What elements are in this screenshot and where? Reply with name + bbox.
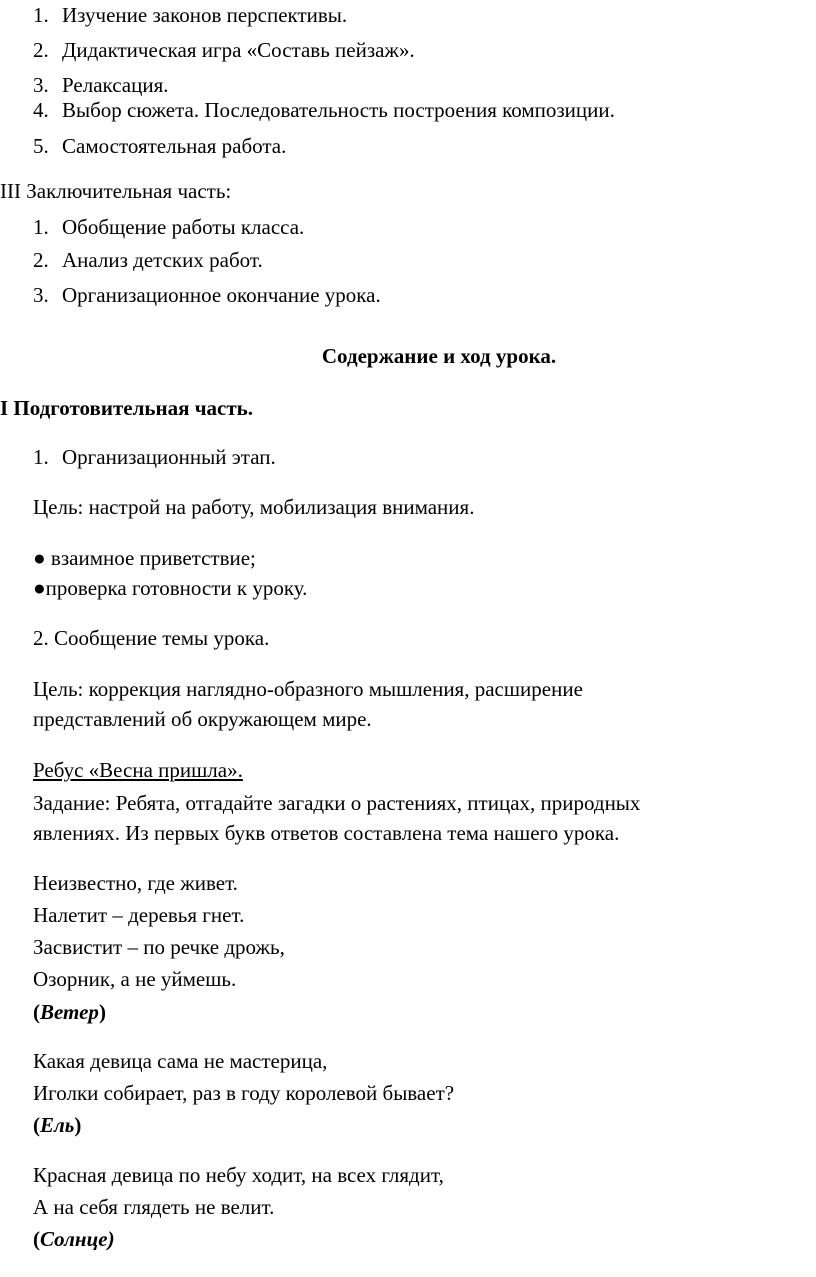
list-item-text: Самостоятельная работа. bbox=[62, 134, 287, 158]
riddle-line: Налетит – деревья гнет. bbox=[33, 903, 245, 927]
section-heading: I Подготовительная часть. bbox=[0, 396, 254, 420]
riddle-line: Какая девица сама не мастерица, bbox=[33, 1049, 328, 1073]
riddle-line: Неизвестно, где живет. bbox=[33, 871, 238, 895]
list-item-number: 2. bbox=[33, 248, 49, 272]
task-text: явлениях. Из первых букв ответов составлена тема нашего урока. bbox=[33, 821, 620, 845]
task-text: Задание: Ребята, отгадайте загадки о растениях, птицах, природных bbox=[33, 791, 641, 815]
section-heading: III Заключительная часть: bbox=[0, 179, 232, 203]
list-item-text: Обобщение работы класса. bbox=[62, 215, 305, 239]
list-item-number: 3. bbox=[33, 283, 49, 307]
riddle-line: Засвистит – по речке дрожь, bbox=[33, 935, 285, 959]
content-title: Содержание и ход урока. bbox=[321, 344, 557, 368]
list-item-number: 4. bbox=[33, 98, 49, 122]
list-item-text: Дидактическая игра «Составь пейзаж». bbox=[62, 38, 415, 62]
riddle-line: Озорник, а не уймешь. bbox=[33, 967, 237, 991]
riddle-answer: (Солнце) bbox=[33, 1227, 115, 1251]
list-item-text: Выбор сюжета. Последовательность построения композиции. bbox=[62, 98, 615, 122]
riddle-line: Иголки собирает, раз в году королевой бывает? bbox=[33, 1081, 455, 1105]
rebus-title: Ребус «Весна пришла». bbox=[33, 758, 243, 782]
list-item-number: 3. bbox=[33, 73, 49, 97]
list-item-number: 5. bbox=[33, 134, 49, 158]
list-item-number: 2. bbox=[33, 38, 49, 62]
goal-text: представлений об окружающем мире. bbox=[33, 707, 372, 731]
goal-text: Цель: настрой на работу, мобилизация внимания. bbox=[33, 495, 475, 519]
riddle-answer: (Ветер) bbox=[33, 1000, 106, 1024]
list-item-text: Анализ детских работ. bbox=[62, 248, 263, 272]
riddle-answer: (Ель) bbox=[33, 1113, 82, 1137]
list-item-number: 1. bbox=[33, 215, 49, 239]
riddle-line: Красная девица по небу ходит, на всех глядит, bbox=[33, 1163, 444, 1187]
bullet-item: ●проверка готовности к уроку. bbox=[33, 576, 308, 600]
stage-text: Организационный этап. bbox=[62, 445, 276, 469]
stage-item: 2. Сообщение темы урока. bbox=[33, 626, 270, 650]
stage-number: 1. bbox=[33, 445, 49, 469]
list-item-number: 1. bbox=[33, 3, 49, 27]
list-item-text: Релаксация. bbox=[62, 73, 169, 97]
bullet-item: ● взаимное приветствие; bbox=[33, 546, 256, 570]
list-item-text: Организационное окончание урока. bbox=[62, 283, 381, 307]
riddle-line: А на себя глядеть не велит. bbox=[33, 1195, 275, 1219]
goal-text: Цель: коррекция наглядно-образного мышления, расширение bbox=[33, 677, 583, 701]
list-item-text: Изучение законов перспективы. bbox=[62, 3, 348, 27]
